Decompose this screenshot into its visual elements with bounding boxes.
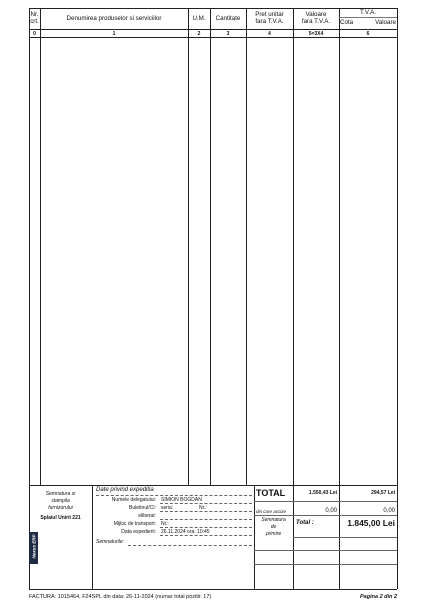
totals-line-3 [293,537,397,538]
delegat-label: Numele delegatului: [111,497,156,503]
semnatura-primire-label: Semnatura de primire [261,517,286,537]
colnum-1: 1 [112,31,116,37]
eliberat-label: eliberat: [138,513,156,519]
eliberat-line [160,519,252,520]
transport-label: Mijloc de transport: [113,521,156,527]
header-pret-unitar: Pret unitar fara T.V.A. [255,11,284,25]
page-number: Pagina 2 din 2 [360,594,397,600]
header-tva: T.V.A. [360,9,376,16]
expeditie-title-underline [96,495,252,496]
transport-line [160,527,252,528]
col-sep-2 [188,8,189,485]
seria-label[interactable]: seria: [161,505,174,511]
data-expedierii-line [160,535,252,536]
accize-tva: 0,00 [383,508,395,514]
total-label: TOTAL [256,488,286,498]
header-tva-valoare: Valoare [375,19,396,26]
table-right-border [397,8,398,589]
supplier-signature-label: Semnatura si stampila furnizorului [45,491,76,511]
factura-footer: FACTURA: 1015464, F24SPL din data: 26-11-2024 (numar total pozitii: 17) [29,594,212,600]
buletin-label: Buletinul/CI: [129,505,156,511]
buletin-line [160,511,252,512]
column-numbers-bottom-border [29,37,397,38]
colnum-0: 0 [33,31,36,37]
data-expedierii-value[interactable]: 26.11.2024 ora: 10:45 [161,529,210,535]
nexus-erp-logo: Nexus ERP [29,532,38,564]
data-expedierii-label: Data expedierii: [121,529,156,535]
totals-line-4 [254,550,397,551]
colnum-3: 3 [226,31,230,37]
total-tva: 294,57 Lei [371,490,395,496]
delegat-line [160,503,252,504]
colnum-2: 2 [197,31,201,37]
semnaturile-label: Semnaturile: [96,539,125,545]
buletin-nr-label[interactable]: Nr.: [199,505,207,511]
footer-bottom-border [29,589,397,590]
semnaturile-line [128,545,252,546]
total-final-value: 1.845,00 Lei [347,518,395,528]
col-sep-3 [210,8,211,485]
total-final-label: Total : [296,520,314,526]
totals-line-2 [254,515,397,516]
delegat-value[interactable]: SIMION BOGDAN [161,497,202,503]
header-bottom-border [29,29,397,30]
expeditie-title: Date privind expeditia [96,487,154,493]
transport-nr-label[interactable]: Nr.: [161,521,169,527]
supplier-address: Splaiul Unirii 221 [40,515,81,521]
totals-line-1 [254,501,397,502]
accize-valoare: 0,00 [325,508,337,514]
header-cantitate: Cantitate [215,15,241,22]
colnum-4: 4 [268,31,271,37]
header-denumire: Denumirea produselor si serviciilor [66,15,162,22]
total-valoare: 1.550,43 Lei [308,490,337,496]
header-um: U.M. [192,15,206,22]
col-sep-1 [40,8,41,485]
tva-subheader-line [339,17,397,18]
totals-line-5 [254,564,397,565]
colnum-6: 6 [366,31,370,37]
header-valoare: Valoare fara T.V.A. [301,11,331,25]
colnum-5: 5=3X4 [308,31,324,37]
body-bottom-border [29,485,397,486]
din-care-accize-label: din care accize [256,509,287,514]
header-nr-crt: Nr. crt. [30,11,39,25]
footer-sep-supplier [92,485,93,589]
header-tva-cota: Cota [340,19,354,26]
col-sep-4 [246,8,247,485]
